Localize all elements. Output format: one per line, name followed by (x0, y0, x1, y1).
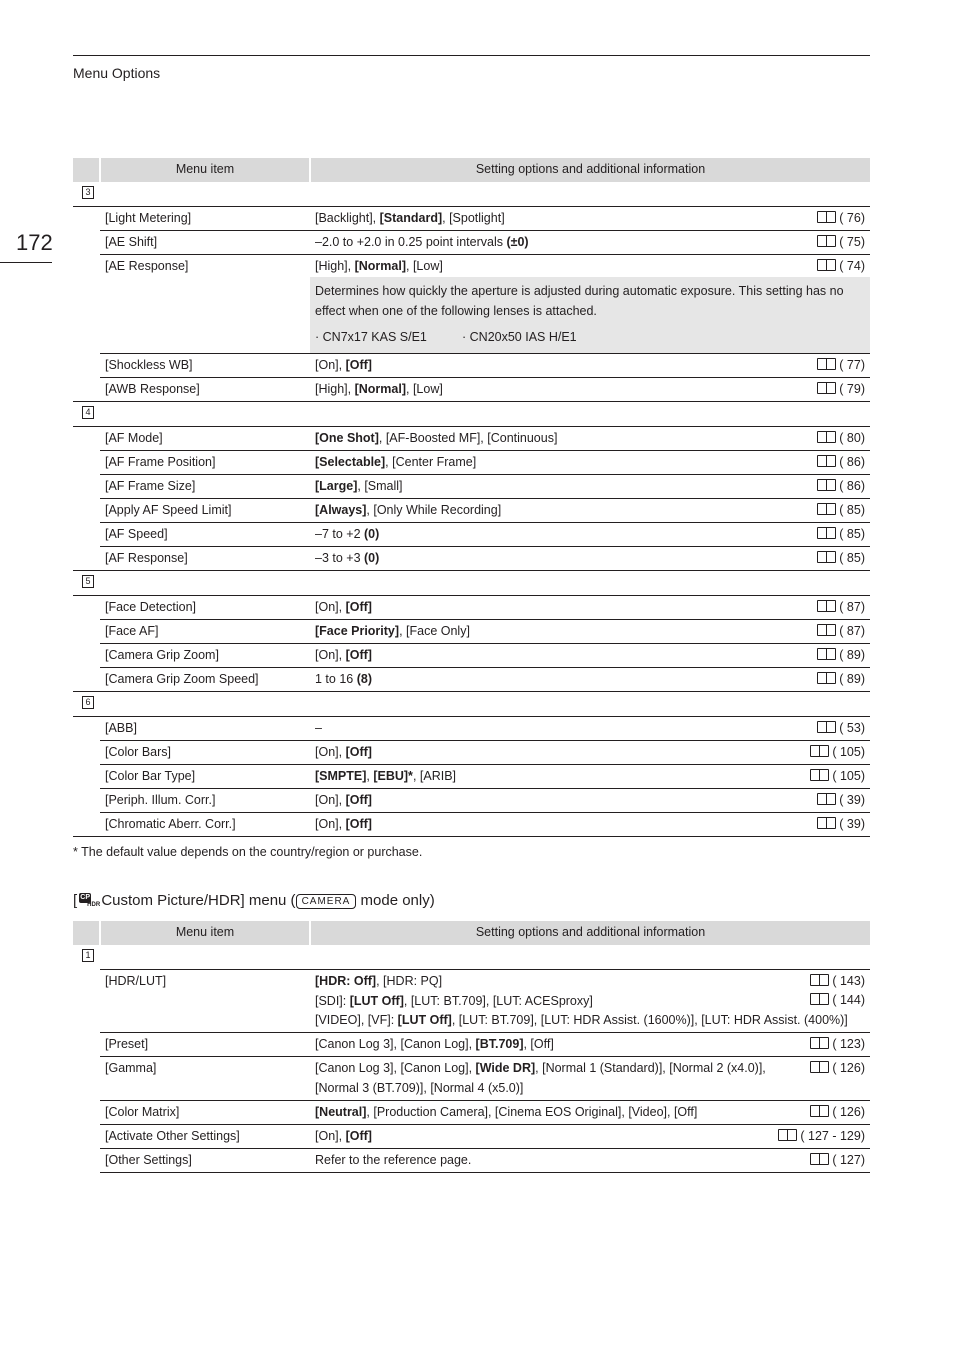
setting-options (315, 972, 865, 1031)
menu-item: [ABB] (105, 721, 137, 735)
ref-text: ( 85) (839, 551, 865, 565)
lens-item: · CN7x17 KAS S/E1 (315, 330, 427, 344)
table-row-other-settings (100, 1149, 870, 1173)
option-text: , [ARIB] (412, 769, 457, 783)
page-reference (817, 503, 865, 517)
book-icon (817, 817, 836, 829)
book-icon (810, 769, 829, 781)
ref-text: ( 105) (832, 769, 865, 783)
menu-item: [Color Bars] (105, 745, 171, 759)
setting-options (315, 382, 865, 396)
page-reference (810, 769, 865, 783)
option-text: [High], (315, 259, 355, 273)
menu-item: [Apply AF Speed Limit] (105, 503, 232, 517)
page-reference (817, 648, 865, 662)
page-reference (817, 624, 865, 638)
page-reference (817, 235, 865, 249)
ref-text: ( 144) (832, 993, 865, 1007)
ref-text: ( 127 - 129) (800, 1129, 865, 1143)
default-value: [Neutral] (315, 1105, 367, 1119)
page-header: Menu Options (73, 65, 161, 81)
ref-text: ( 143) (832, 974, 865, 988)
default-value: [Normal] (354, 382, 407, 396)
setting-options (315, 672, 865, 686)
header-corner (73, 158, 99, 182)
option-text: , [Spotlight] (442, 211, 505, 225)
menu-item: [Activate Other Settings] (105, 1129, 240, 1143)
setting-options (315, 624, 865, 638)
default-value: [BT.709] (475, 1037, 524, 1051)
camera-mode-badge: CAMERA (296, 894, 357, 909)
ref-text: ( 39) (839, 817, 865, 831)
default-value: [EBU]* (373, 769, 413, 783)
page-reference (817, 672, 865, 686)
page-reference (817, 455, 865, 469)
default-value: (0) (364, 527, 380, 541)
setting-options (315, 745, 865, 759)
default-value: [Off] (345, 600, 372, 614)
ref-text: ( 85) (839, 503, 865, 517)
option-text: [On], (315, 358, 346, 372)
setting-options (315, 600, 865, 614)
book-icon (817, 479, 836, 491)
ref-text: ( 87) (839, 600, 865, 614)
page-reference (817, 551, 865, 565)
header-rule (73, 55, 870, 56)
section-row (73, 182, 870, 207)
table-row (100, 475, 870, 499)
menu-item: [Camera Grip Zoom] (105, 648, 219, 662)
menu-item: [AF Mode] (105, 431, 163, 445)
cp-icon-text: CP (80, 894, 91, 901)
setting-options (315, 503, 865, 517)
menu-item: [Shockless WB] (105, 358, 193, 372)
option-text: –3 to +3 (315, 551, 364, 565)
option-text: –7 to +2 (315, 527, 364, 541)
ref-text: ( 86) (839, 455, 865, 469)
option-text: [SDI]: (315, 993, 350, 1008)
setting-options (315, 259, 865, 273)
page-number: 172 (16, 230, 53, 255)
section-row (73, 945, 870, 969)
page-reference (817, 211, 865, 225)
table-row (100, 255, 870, 278)
title-main: Custom Picture/HDR] menu ( (97, 892, 296, 909)
section-number: 6 (82, 696, 94, 709)
header-menu-item: Menu item (101, 921, 309, 945)
option-text: [Backlight], (315, 211, 380, 225)
default-value: (±0) (506, 235, 529, 249)
setting-options (315, 1037, 865, 1051)
ref-text: ( 87) (839, 624, 865, 638)
menu-table-custom-picture (73, 921, 870, 1173)
ref-text: ( 77) (839, 358, 865, 372)
page-reference (817, 431, 865, 445)
title-end: mode only) (356, 892, 435, 909)
option-text: [On], (315, 817, 346, 831)
page-number-rule (0, 262, 52, 263)
menu-item: [Camera Grip Zoom Speed] (105, 672, 259, 686)
section-row (73, 571, 870, 596)
menu-item: [Face Detection] (105, 600, 197, 614)
default-value: [Off] (345, 648, 372, 662)
setting-options (315, 648, 865, 662)
setting-options (315, 817, 865, 831)
book-icon (817, 672, 836, 684)
table-row-activate-other-settings (100, 1125, 870, 1149)
default-value: [Selectable] (315, 455, 386, 469)
setting-options (315, 211, 865, 225)
menu-item: [Face AF] (105, 624, 159, 638)
header-menu-item: Menu item (101, 158, 309, 182)
book-icon (817, 235, 836, 247)
ref-text: ( 89) (839, 672, 865, 686)
header-setting-options: Setting options and additional information (311, 921, 870, 945)
menu-item: [Color Bar Type] (105, 769, 196, 783)
header-setting-options: Setting options and additional information (311, 158, 870, 182)
menu-table-camera-setup (73, 158, 870, 837)
setting-options (315, 1105, 865, 1119)
ref-text: ( 85) (839, 527, 865, 541)
default-value: [LUT Off] (349, 993, 404, 1008)
ref-text: ( 127) (832, 1153, 865, 1167)
option-text: , [Only While Recording] (366, 503, 502, 517)
page-reference (817, 382, 865, 396)
table-row (100, 789, 870, 813)
book-icon (810, 1105, 829, 1117)
book-icon (810, 1153, 829, 1165)
page-reference (810, 745, 865, 759)
menu-title (73, 892, 435, 909)
page-reference (778, 1129, 865, 1143)
footnote: * The default value depends on the country/region or purchase. (73, 845, 423, 859)
option-text: , [Center Frame] (385, 455, 477, 469)
page-reference (810, 1105, 865, 1119)
option-line-2: [Normal 3 (BT.709)], [Normal 4 (x5.0)] (315, 1080, 524, 1095)
book-icon (810, 974, 829, 986)
ref-text: ( 126) (832, 1105, 865, 1119)
default-value: [Off] (345, 745, 372, 759)
default-value: [Off] (345, 1129, 372, 1143)
book-icon (817, 793, 836, 805)
ref-text: ( 53) (839, 721, 865, 735)
book-icon (817, 721, 836, 733)
setting-options (315, 455, 865, 469)
page-reference (817, 358, 865, 372)
menu-item: [Gamma] (105, 1061, 157, 1075)
page-reference (810, 972, 865, 992)
option-text: , [AF-Boosted MF], [Continuous] (378, 431, 558, 445)
table-row (73, 668, 870, 692)
menu-item: [HDR/LUT] (105, 974, 167, 988)
option-line-1 (315, 1059, 865, 1079)
default-value: [Always] (315, 503, 367, 517)
table-row (100, 207, 870, 231)
ref-text: ( 74) (839, 259, 865, 273)
section-row (73, 692, 870, 717)
book-icon (817, 624, 836, 636)
default-value: [Wide DR] (475, 1061, 536, 1075)
page-reference (817, 527, 865, 541)
table-row (100, 717, 870, 741)
table-row-hdr-lut (100, 969, 870, 1033)
page-reference (817, 817, 865, 831)
table-row (100, 741, 870, 765)
book-icon (817, 551, 836, 563)
setting-options (315, 479, 865, 493)
option-text: , [Low] (406, 259, 443, 273)
ref-text: ( 39) (839, 793, 865, 807)
header-corner (73, 921, 99, 945)
book-icon (817, 259, 836, 271)
default-value: [Off] (345, 793, 372, 807)
option-text: [On], (315, 600, 346, 614)
page-reference (810, 1037, 865, 1051)
default-value: [Normal] (354, 259, 407, 273)
ref-text: ( 89) (839, 648, 865, 662)
ref-text: ( 79) (839, 382, 865, 396)
book-icon (810, 1037, 829, 1049)
default-value: [Face Priority] (315, 624, 400, 638)
page-reference (817, 721, 865, 735)
ref-text: ( 126) (832, 1061, 865, 1075)
table-header (73, 158, 870, 182)
table-row (100, 354, 870, 378)
option-text: , [LUT: BT.709], [LUT: ACESproxy] (403, 993, 593, 1008)
book-icon (817, 382, 836, 394)
table-row-preset (100, 1033, 870, 1057)
ref-text: ( 80) (839, 431, 865, 445)
table-row (100, 523, 870, 547)
setting-options (315, 1059, 865, 1098)
option-text: 1 to 16 (315, 672, 357, 686)
default-value: (0) (364, 551, 380, 565)
page-reference (817, 259, 865, 273)
table-row (73, 378, 870, 402)
ref-text: ( 123) (832, 1037, 865, 1051)
menu-item: [Chromatic Aberr. Corr.] (105, 817, 236, 831)
option-text: – (315, 721, 322, 735)
setting-options (315, 793, 865, 807)
page-reference (817, 793, 865, 807)
book-icon (817, 455, 836, 467)
option-text: [On], (315, 1129, 346, 1143)
table-row-gamma (100, 1057, 870, 1101)
note-text: Determines how quickly the aperture is adjusted during automatic exposure. This setting has no effect when one of the following lenses is attached. (315, 284, 844, 318)
option-text: –2.0 to +2.0 in 0.25 point intervals (315, 235, 507, 249)
book-icon (817, 431, 836, 443)
setting-options (315, 721, 865, 735)
option-line-1 (315, 972, 865, 992)
option-text: [On], (315, 793, 346, 807)
section-number: 4 (82, 406, 94, 419)
table-row (100, 644, 870, 668)
option-text: [High], (315, 382, 355, 396)
ref-text: ( 76) (839, 211, 865, 225)
book-icon (810, 1061, 829, 1073)
book-icon (810, 993, 829, 1005)
setting-options (315, 769, 865, 783)
default-value: [Off] (345, 817, 372, 831)
menu-item: [Periph. Illum. Corr.] (105, 793, 216, 807)
page-reference (817, 600, 865, 614)
section-row (73, 402, 870, 427)
option-text: [VIDEO], [VF]: (315, 1013, 398, 1027)
section-number: 3 (82, 186, 94, 199)
section-number: 1 (82, 949, 94, 962)
option-text: , [Normal 1 (Standard)], [Normal 2 (x4.0)], (535, 1061, 766, 1075)
table-row (73, 547, 870, 571)
page-reference (810, 991, 865, 1011)
table-row (100, 765, 870, 789)
table-row (100, 499, 870, 523)
note-row (100, 277, 870, 354)
option-text: , [LUT: BT.709], [LUT: HDR Assist. (1600%)], [LUT: HDR Assist. (400%)] (451, 1013, 848, 1027)
table-row (100, 596, 870, 620)
menu-item: [Light Metering] (105, 211, 192, 225)
setting-options: Refer to the reference page. (315, 1153, 472, 1167)
table-header (73, 921, 870, 945)
table-row (100, 620, 870, 644)
book-icon (817, 211, 836, 223)
menu-item: [Preset] (105, 1037, 149, 1051)
menu-item: [AF Frame Position] (105, 455, 216, 469)
option-text: , [Low] (406, 382, 443, 396)
table-row (100, 231, 870, 255)
default-value: [LUT Off] (397, 1013, 452, 1027)
menu-item: [AF Speed] (105, 527, 168, 541)
table-row (100, 427, 870, 451)
ref-text: ( 75) (839, 235, 865, 249)
book-icon (778, 1129, 797, 1141)
option-text: [On], (315, 648, 346, 662)
menu-item: [Color Matrix] (105, 1105, 180, 1119)
page-reference (817, 479, 865, 493)
default-value: [Large] (315, 479, 358, 493)
option-text: [Canon Log 3], [Canon Log], (315, 1061, 476, 1075)
option-text: [On], (315, 745, 346, 759)
setting-options (315, 431, 865, 445)
book-icon (817, 527, 836, 539)
book-icon (817, 503, 836, 515)
page-reference (810, 1153, 865, 1167)
book-icon (817, 358, 836, 370)
option-text: , [Off] (523, 1037, 554, 1051)
section-number: 5 (82, 575, 94, 588)
menu-item: [AF Response] (105, 551, 188, 565)
title-open: [ (73, 892, 78, 909)
ref-text: ( 105) (832, 745, 865, 759)
option-text: [Canon Log 3], [Canon Log], (315, 1037, 476, 1051)
table-row-color-matrix (100, 1101, 870, 1125)
option-text: , [Production Camera], [Cinema EOS Original], [Video], [Off] (366, 1105, 698, 1119)
option-line-3 (315, 1011, 865, 1031)
lens-item: · CN20x50 IAS H/E1 (462, 330, 577, 344)
option-text: , [Face Only] (399, 624, 470, 638)
custom-picture-hdr-icon (77, 893, 101, 909)
option-text: , [HDR: PQ] (376, 974, 443, 988)
book-icon (817, 648, 836, 660)
default-value: [HDR: Off] (315, 974, 377, 988)
page-reference (810, 1061, 865, 1075)
book-icon (817, 600, 836, 612)
menu-item: [AF Frame Size] (105, 479, 196, 493)
menu-item: [AE Response] (105, 259, 189, 273)
menu-item: [Other Settings] (105, 1153, 192, 1167)
default-value: [SMPTE] (315, 769, 367, 783)
option-text: , (366, 769, 374, 783)
menu-item: [AE Shift] (105, 235, 158, 249)
default-value: [Standard] (379, 211, 443, 225)
setting-options (315, 551, 865, 565)
hdr-icon-text: HDR (87, 902, 101, 908)
default-value: (8) (356, 672, 372, 686)
default-value: [One Shot] (315, 431, 379, 445)
ref-text: ( 86) (839, 479, 865, 493)
option-text: , [Small] (357, 479, 403, 493)
setting-options (315, 527, 865, 541)
menu-item: [AWB Response] (105, 382, 200, 396)
ae-response-note (310, 277, 870, 353)
option-line-2 (315, 992, 865, 1012)
setting-options (315, 235, 865, 249)
default-value: [Off] (345, 358, 372, 372)
table-row (73, 813, 870, 837)
table-row (100, 451, 870, 475)
book-icon (810, 745, 829, 757)
setting-options (315, 358, 865, 372)
